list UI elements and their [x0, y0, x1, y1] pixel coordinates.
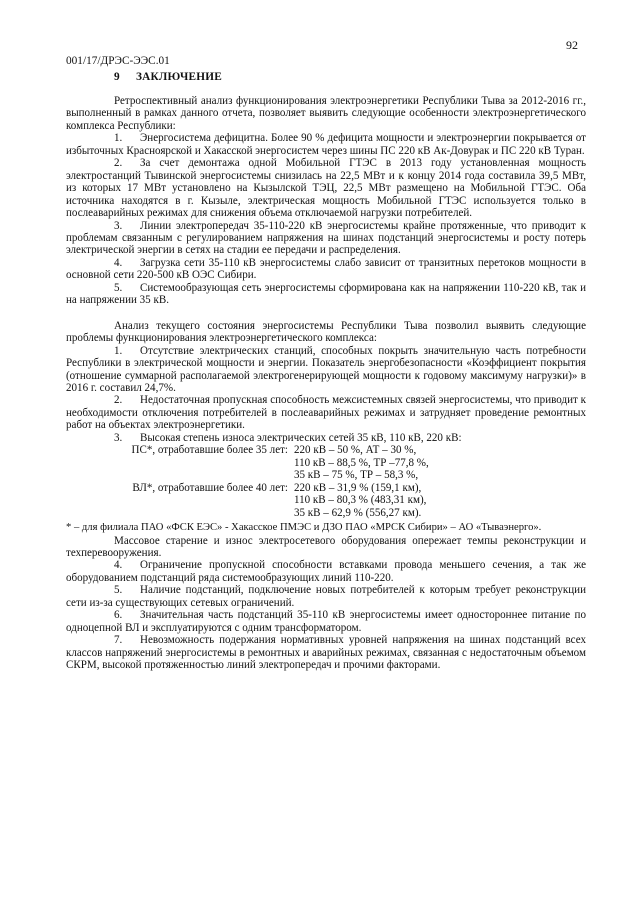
current-intro: Анализ текущего состояния энергосистемы Республики Тыва позволил выявить следующие проблемы функционирования электроэнергетического комплекса: [66, 319, 586, 345]
item-number: 7. [114, 634, 123, 647]
ps-values [294, 444, 586, 481]
aging-paragraph: Массовое старение и износ электросетевого оборудования опережает темпы реконструкции и техперевооружения. [66, 534, 586, 559]
current-item [66, 634, 586, 671]
section-heading [114, 71, 222, 83]
current-item [66, 345, 586, 395]
item-number: 3. [114, 219, 123, 232]
vl-value-line: 35 кВ – 62,9 % (556,27 км). [294, 506, 422, 519]
item-text: Наличие подстанций, подключение новых потребителей к которым требует реконструкции сети из-за существующих сетевых ограничений. [66, 584, 586, 609]
document-code: 001/17/ДРЭС-ЭЭС.01 [66, 55, 170, 67]
current-item [66, 394, 586, 431]
item-number: 3. [114, 431, 123, 444]
item-text: Линии электропередач 35-110-220 кВ энергосистемы крайне протяженные, что приводит к проблемам связанным с регулированием напряжения на шинах подстанций энергосистемы и росту потерь электрической энергии в сетях на стадии ее передачи и распределения. [66, 219, 586, 257]
vl-label: ВЛ*, отработавшие более 40 лет: [132, 481, 288, 494]
item-text: За счет демонтажа одной Мобильной ГТЭС в 2013 году установленная мощность электростанций Тывинской энергосистемы снизилась на 22,5 МВт и к концу 2014 года составила 39,5 МВт, из которых 17 МВт установлено на Кызылской ТЭЦ, 22,5 МВт размещено на Мобильной ГТЭС. Оба источника находятся в г. Кызыле, электрическая мощность Мобильной ГТЭС используется только в послеаварийных режимах для снижения объема отключаемой нагрузки потребителей. [66, 157, 586, 220]
retro-item [66, 157, 586, 219]
item-text: Системообразующая сеть энергосистемы сформирована как на напряжении 110-220 кВ, так и на напряжении 35 кВ. [66, 281, 586, 307]
vl-values [294, 482, 586, 519]
item-text: Ограничение пропускной способности вставками провода меньшего сечения, а так же оборудованием подстанций ряда системообразующих линий 110-220. [66, 559, 586, 584]
item-text: Отсутствие электрических станций, способных покрыть значительную часть потребности Республики в электрической мощности и энергии. Показатель энергобезопасности «Коэффициент покрытия (отношение суммарной располагаемой электрогенерирующей мощности к годовому максимуму нагрузки)» в 2016 г. составил 24,7%. [66, 344, 586, 394]
item-number: 1. [114, 132, 123, 145]
item-number: 6. [114, 609, 123, 622]
item-number: 5. [114, 281, 123, 294]
item-text: Невозможность подержания нормативных уровней напряжения на шинах подстанций всех классов напряжений энергосистемы в ремонтных и аварийных режимах, связанная с недостаточным объемом СКРМ, высокой протяженностью линий электропередач и прочими факторами. [66, 634, 586, 672]
current-item [66, 584, 586, 609]
current-item [66, 432, 586, 444]
current-item [66, 609, 586, 634]
ps-label: ПС*, отработавшие более 35 лет: [131, 444, 288, 457]
item-text: Высокая степень износа электрических сетей 35 кВ, 110 кВ, 220 кВ: [140, 431, 462, 444]
item-number: 5. [114, 584, 123, 597]
item-text: Загрузка сети 35-110 кВ энергосистемы слабо зависит от транзитных перетоков мощности в основной сети 220-500 кВ ОЭС Сибири. [66, 256, 586, 282]
ps-value-line: 35 кВ – 75 %, ТР – 58,3 %, [294, 469, 419, 482]
section-title: ЗАКЛЮЧЕНИЕ [136, 71, 222, 83]
item-number: 1. [114, 344, 123, 357]
retro-intro: Ретроспективный анализ функционирования электроэнергетики Республики Тыва за 2012-2016 гг., выполненный в рамках данного отчета, позволяет выявить следующие особенности электроэнергетического комплекса Республики: [66, 95, 586, 132]
wear-stats [106, 444, 586, 519]
vl-value-line: 110 кВ – 80,3 % (483,31 км), [294, 494, 427, 507]
retro-item [66, 257, 586, 282]
ps-row [106, 444, 586, 481]
paragraph-gap [66, 307, 586, 320]
vl-row [106, 482, 586, 519]
item-number: 4. [114, 256, 123, 269]
page-number: 92 [566, 38, 578, 52]
item-text: Энергосистема дефицитна. Более 90 % дефицита мощности и электроэнергии покрывается от избыточных Красноярской и Хакасской энергосистем через шины ПС 220 кВ Ак-Довурак и ПС 220 кВ Туран. [66, 132, 586, 157]
document-body [66, 95, 586, 672]
ps-value-line: 110 кВ – 88,5 %, ТР –77,8 %, [294, 456, 429, 469]
item-number: 4. [114, 559, 123, 572]
footnote: * – для филиала ПАО «ФСК ЕЭС» - Хакасское ПМЭС и ДЗО ПАО «МРСК Сибири» – АО «Тываэнерго». [66, 521, 542, 533]
vl-value-line: 220 кВ – 31,9 % (159,1 км), [294, 481, 422, 494]
current-item [66, 559, 586, 584]
ps-value-line: 220 кВ – 50 %, АТ – 30 %, [294, 444, 417, 457]
retro-item [66, 220, 586, 257]
section-number: 9 [114, 71, 120, 83]
retro-item [66, 282, 586, 307]
item-text: Значительная часть подстанций 35-110 кВ энергосистемы имеет одностороннее питание по одноцепной ВЛ и эксплуатируются с одним трансформатором. [66, 609, 586, 634]
item-number: 2. [114, 394, 123, 407]
item-number: 2. [114, 157, 123, 170]
item-text: Недостаточная пропускная способность межсистемных связей энергосистемы, что приводит к необходимости отключения потребителей в послеаварийных режимах и затрудняет проведение ремонтных работ на объектах электроэнергетики. [66, 394, 586, 432]
retro-item [66, 132, 586, 157]
